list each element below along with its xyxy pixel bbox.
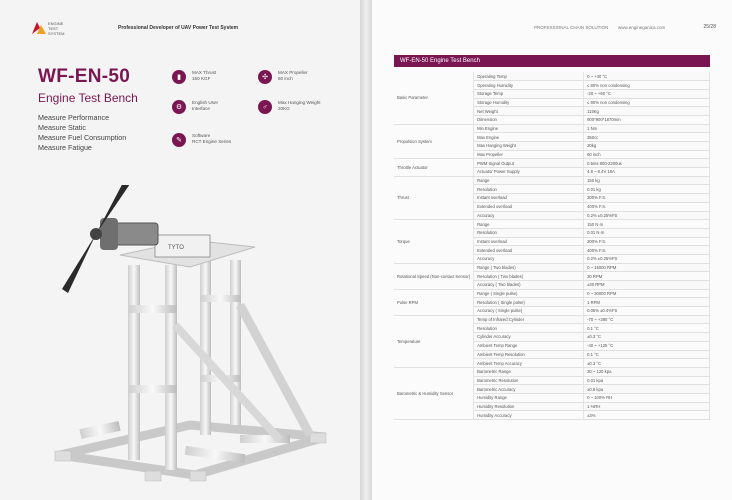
engine-test-bench-image	[40, 185, 340, 495]
spec-param-name: Accuracy	[474, 254, 584, 263]
spec-param-name: Max Hanging Weight	[474, 142, 584, 151]
spec-param-name: Range	[474, 220, 584, 229]
spec-param-value: 400% F.S.	[584, 246, 710, 255]
spec-group-name: Pulse RPM	[394, 289, 474, 315]
feature-label: English User	[192, 100, 219, 105]
feature-max-thrust	[172, 70, 216, 84]
spec-param-value: -20 ~ +60 °C	[584, 89, 710, 98]
spec-param-value: 1 %RH	[584, 402, 710, 411]
spec-param-name: Ambient Temp Resolution	[474, 350, 584, 359]
measure-item: Measure Static	[38, 123, 86, 132]
feature-value: 60 inch	[278, 76, 293, 81]
spec-param-name: Temp of Infrared Cylinder	[474, 315, 584, 324]
feature-interface	[172, 100, 218, 114]
spec-param-value: 0 ~ 15000 RPM	[584, 263, 710, 272]
spec-param-name: Barometric Range	[474, 367, 584, 376]
spec-table-title: WF-EN-50 Engine Test Bench	[394, 55, 710, 67]
spec-group-name: Basic Parameter	[394, 72, 474, 124]
spec-param-value: 0.2% ±0.25%FS	[584, 211, 710, 220]
spec-param-name: Dimension	[474, 115, 584, 124]
spec-group-name: Rotational Speed (Non-contact Sensor)	[394, 263, 474, 289]
bench-label: TYTO	[168, 245, 184, 251]
spec-param-name: Humidity Range	[474, 393, 584, 402]
logo-text-line1: ENGINE TEST	[48, 21, 64, 31]
spec-param-value: -40 ~ +125 °C	[584, 341, 710, 350]
tagline: Professional Developer of UAV Power Test System	[118, 25, 239, 31]
brand-logo	[32, 20, 74, 38]
spec-param-name: Storage Humidity	[474, 98, 584, 107]
table-row	[394, 220, 710, 229]
spec-param-name: Instant overload	[474, 237, 584, 246]
spec-param-name: Max Engine	[474, 133, 584, 142]
spec-param-name: Ambient Temp Range	[474, 341, 584, 350]
spec-group-name: Torque	[394, 220, 474, 263]
spec-param-name: Accuracy ( Single pulse)	[474, 307, 584, 316]
feature-value: Interface	[192, 106, 210, 111]
spec-param-value: 150 kg	[584, 176, 710, 185]
spec-group-name: Thrust	[394, 176, 474, 219]
spec-param-name: Resolution ( Single pulse)	[474, 298, 584, 307]
feature-label: Software	[192, 133, 211, 138]
spec-param-name: Operating Humidity	[474, 81, 584, 90]
feature-hanging-weight	[258, 100, 321, 114]
spec-param-value: 200% F.S.	[584, 237, 710, 246]
spec-param-value: 900*900*1870mm	[584, 115, 710, 124]
spec-param-value: 200% F.S.	[584, 194, 710, 203]
measure-item: Measure Performance	[38, 113, 110, 122]
spec-group-name: Barometric & Humidity Sensor	[394, 367, 474, 419]
right-page	[372, 0, 732, 500]
spec-param-value: 0.1 °C	[584, 324, 710, 333]
spec-param-value: 20kg	[584, 142, 710, 151]
spec-param-value: 400% F.S.	[584, 202, 710, 211]
feature-value: 20KG	[278, 106, 290, 111]
spec-param-name: Extended overload	[474, 202, 584, 211]
spec-param-name: Resolution	[474, 228, 584, 237]
measure-item: Measure Fatigue	[38, 143, 92, 152]
spec-param-name: Range ( Two blades)	[474, 263, 584, 272]
spec-param-value: 0.1 °C	[584, 350, 710, 359]
spec-param-name: PWM Signal Output	[474, 159, 584, 168]
feature-value: RCT Engine Series	[192, 139, 232, 144]
spec-param-value: ≤ 90% non condensing	[584, 98, 710, 107]
engine-icon: ⚙	[172, 100, 186, 114]
spec-param-value: 115Kg	[584, 107, 710, 116]
page-number: 25/28	[703, 24, 716, 30]
spec-param-name: Accuracy	[474, 211, 584, 220]
spec-param-name: Barometric Accuracy	[474, 385, 584, 394]
table-row	[394, 367, 710, 376]
spec-param-value: ±0.3 °C	[584, 333, 710, 342]
spec-param-value: 350cc	[584, 133, 710, 142]
spec-param-value: 0 ~ 100% RH	[584, 393, 710, 402]
spec-param-name: Max Propeller	[474, 150, 584, 159]
spec-param-name: Accuracy ( Two blades)	[474, 281, 584, 290]
spec-param-value: ±0.3 °C	[584, 359, 710, 368]
software-icon: ✎	[172, 133, 186, 147]
table-row	[394, 159, 710, 168]
spec-param-name: Range ( Single pulse)	[474, 289, 584, 298]
spec-param-value: 1 RPM	[584, 298, 710, 307]
spec-param-value: 0.01 kg	[584, 185, 710, 194]
feature-value: 150 KGF	[192, 76, 211, 81]
spec-param-name: Range	[474, 176, 584, 185]
feature-label: MAX Thrust	[192, 70, 217, 75]
feature-software	[172, 133, 231, 147]
product-subtitle: Engine Test Bench	[38, 91, 138, 105]
header-url: www.engineganica.com	[618, 25, 666, 30]
left-page	[0, 0, 360, 500]
table-row	[394, 176, 710, 185]
spec-group-name: Throttle Actuator	[394, 159, 474, 176]
spec-group-name: Temperature	[394, 315, 474, 367]
measure-item: Measure Fuel Consumption	[38, 133, 127, 142]
spec-param-name: Min Engine	[474, 124, 584, 133]
weight-icon: ♂	[258, 100, 272, 114]
spec-param-name: Operating Temp	[474, 72, 584, 81]
spec-group-name: Propulsion System	[394, 124, 474, 159]
feature-label: Max Hanging Weight	[278, 100, 321, 105]
spec-param-name: Humidity Accuracy	[474, 411, 584, 420]
logo-mark-icon	[32, 22, 46, 34]
spec-param-value: 0 ~ 30000 RPM	[584, 289, 710, 298]
spec-param-value: 0.2% ±0.25%FS	[584, 254, 710, 263]
spec-param-value: ≤ 80% non condensing	[584, 81, 710, 90]
spec-param-value: ±30 RPM	[584, 281, 710, 290]
table-row	[394, 124, 710, 133]
spec-param-name: Storage Temp	[474, 89, 584, 98]
spec-param-name: Humidity Resolution	[474, 402, 584, 411]
spec-param-value: 150 N·m	[584, 220, 710, 229]
table-row	[394, 263, 710, 272]
spec-param-value: 60 inch	[584, 150, 710, 159]
feature-max-propeller	[258, 70, 308, 84]
spec-param-name: Resolution ( Two blades)	[474, 272, 584, 281]
spec-param-value: 0.05% ±0.4%FS	[584, 307, 710, 316]
spec-param-name: Cylinder Accuracy	[474, 333, 584, 342]
spec-param-value: ±0.8 kpa	[584, 385, 710, 394]
header-label: PROFESSIONAL CHAIN SOLUTION	[534, 25, 609, 30]
spec-param-value: 4.8 ~ 8.4V 16A	[584, 168, 710, 177]
book-gutter	[360, 0, 372, 500]
spec-table	[394, 72, 710, 420]
spec-param-value: 30 RPM	[584, 272, 710, 281]
spec-param-value: 0.5ms 800-2200us	[584, 159, 710, 168]
spec-param-name: Net Weight	[474, 107, 584, 116]
spec-param-name: Actuator Power Supply	[474, 168, 584, 177]
logo-text-line2: SYSTEM	[48, 31, 65, 36]
spec-param-name: Barometric Resolution	[474, 376, 584, 385]
measure-list	[38, 113, 126, 153]
propeller-icon: ✣	[258, 70, 272, 84]
spec-param-value: 0.01 N·m	[584, 228, 710, 237]
throttle-icon: ▮	[172, 70, 186, 84]
spec-param-value: 1 Nm	[584, 124, 710, 133]
spec-param-value: ±3%	[584, 411, 710, 420]
table-row	[394, 289, 710, 298]
spec-param-name: Ambient Temp Accuracy	[474, 359, 584, 368]
feature-label: MAX Propeller	[278, 70, 308, 75]
spec-param-name: Resolution	[474, 185, 584, 194]
spec-param-name: Extended overload	[474, 246, 584, 255]
spec-param-name: Instant overload	[474, 194, 584, 203]
spec-param-value: 30 ~ 120 kpa	[584, 367, 710, 376]
spec-param-value: 0.01 kpa	[584, 376, 710, 385]
spec-param-name: Resolution	[474, 324, 584, 333]
product-title: WF-EN-50	[38, 66, 131, 87]
spec-param-value: 0 ~ +40 °C	[584, 72, 710, 81]
spec-param-value: -70 ~ +380 °C	[584, 315, 710, 324]
table-row	[394, 72, 710, 81]
table-row	[394, 315, 710, 324]
